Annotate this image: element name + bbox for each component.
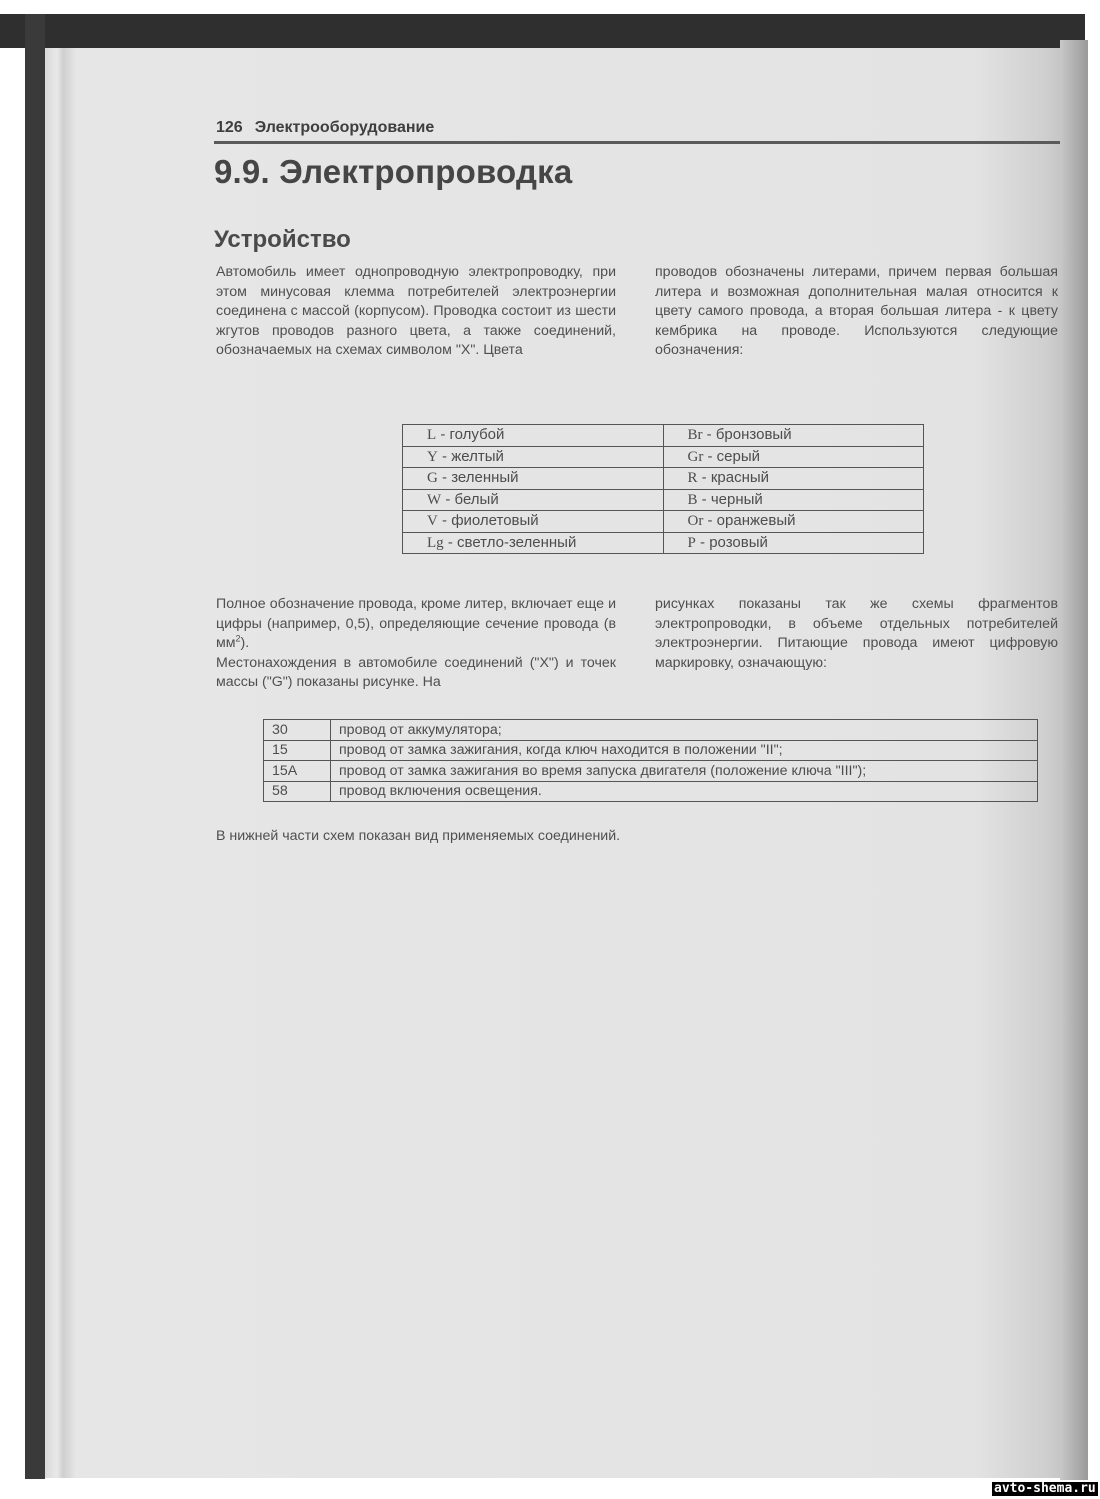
separator: - <box>436 426 450 444</box>
color-code-cell <box>663 446 924 468</box>
separator: - <box>703 447 717 465</box>
color-code-cell <box>663 511 924 533</box>
color-name: белый <box>454 490 499 508</box>
color-name: оранжевый <box>716 512 796 530</box>
separator: - <box>437 447 452 465</box>
color-letter-code: Lg <box>427 534 444 551</box>
running-head-title: Электрооборудование <box>254 119 435 136</box>
color-code-cell <box>403 532 664 554</box>
section-title: 9.9. Электропроводка <box>214 153 573 190</box>
separator: - <box>443 533 458 551</box>
color-code-row <box>403 489 924 511</box>
separator: - <box>703 512 717 530</box>
wire-code: 15A <box>264 761 331 782</box>
subsection-title: Устройство <box>214 226 351 253</box>
color-name: черный <box>710 490 763 508</box>
wire-marking-row <box>264 720 1038 741</box>
color-code-row <box>403 532 924 554</box>
page-number: 126 <box>216 119 243 136</box>
color-name: серый <box>716 447 761 465</box>
color-code-cell <box>663 425 924 447</box>
wire-code: 15 <box>264 740 331 761</box>
color-name: голубой <box>449 426 505 444</box>
color-code-cell <box>403 446 664 468</box>
color-letter-code: Or <box>687 513 704 530</box>
wire-designation-text-main: Полное обозначение провода, кроме литер, включает еще и цифры (например, 0,5), определяющие сечение провода (в мм <box>216 596 616 651</box>
color-letter-code: V <box>427 513 438 530</box>
wire-description: провод от замка зажигания во время запуска двигателя (положение ключа "III"); <box>331 761 1038 782</box>
separator: - <box>437 469 452 487</box>
locations-text: Местонахождения в автомобиле соединений ("X") и точек массы ("G") показаны рисунке. На <box>216 654 616 690</box>
separator: - <box>697 490 711 508</box>
color-letter-code: Br <box>687 427 703 444</box>
header-rule <box>214 141 1060 144</box>
color-code-row <box>403 425 924 447</box>
superscript: 2 <box>235 633 241 644</box>
color-letter-code: L <box>427 427 437 444</box>
color-code-cell <box>663 468 924 490</box>
color-name: красный <box>710 469 770 487</box>
color-letter-code: Gr <box>687 448 704 465</box>
watermark: avto-shema.ru <box>994 1481 1096 1496</box>
color-name: розовый <box>709 533 768 551</box>
color-name: желтый <box>451 447 504 465</box>
intro-right-text: проводов обозначены литерами, причем первая большая литера и возможная дополнительная малая относится к цвету самого провода, а вторая большая литера - к цвету кембрика на проводе. Используются следующие обозначения: <box>655 264 1058 358</box>
color-name: зеленный <box>451 469 519 487</box>
wire-code: 58 <box>264 781 331 802</box>
color-letter-code: W <box>427 491 442 508</box>
wire-marking-row <box>264 761 1038 782</box>
separator: - <box>695 533 710 551</box>
color-name: светло-зеленный <box>457 533 577 551</box>
color-letter-code: B <box>687 491 698 508</box>
color-code-cell <box>403 468 664 490</box>
wire-description: провод от замка зажигания, когда ключ находится в положении "II"; <box>331 740 1038 761</box>
color-code-row <box>403 511 924 533</box>
wire-marking-row <box>264 781 1038 802</box>
running-head <box>216 119 434 137</box>
color-letter-code: P <box>687 534 696 551</box>
middle-paragraph-right <box>655 595 1058 673</box>
wire-description: провод включения освещения. <box>331 781 1038 802</box>
color-code-cell <box>663 532 924 554</box>
closing-text: В нижней части схем показан вид применяемых соединений. <box>216 828 621 844</box>
intro-paragraph-right <box>655 263 1058 361</box>
color-code-row <box>403 446 924 468</box>
color-code-cell <box>403 425 664 447</box>
color-letter-code: G <box>427 470 438 487</box>
color-name: фиолетовый <box>451 512 539 530</box>
intro-paragraph-left <box>216 263 616 361</box>
color-name: бронзовый <box>715 426 792 444</box>
color-code-cell <box>403 489 664 511</box>
color-code-cell <box>663 489 924 511</box>
separator: - <box>697 469 711 487</box>
color-code-cell <box>403 511 664 533</box>
separator: - <box>702 426 716 444</box>
color-code-row <box>403 468 924 490</box>
wire-code: 30 <box>264 720 331 741</box>
intro-left-text: Автомобиль имеет однопроводную электропроводку, при этом минусовая клемма потребителей электроэнергии соединена с массой (корпусом). Проводка состоит из шести жгутов проводов разного цвета, а также соединений, обозначаемых на схемах символом "X". Цвета <box>216 264 616 358</box>
wire-marking-row <box>264 740 1038 761</box>
separator: - <box>437 512 452 530</box>
middle-right-text: рисунках показаны так же схемы фрагментов электропроводки, в объеме отдельных потребителей электроэнергии. Питающие провода имеют цифровую маркировку, означающую: <box>655 596 1058 671</box>
color-codes-table <box>402 424 924 554</box>
separator: - <box>441 490 455 508</box>
color-letter-code: R <box>687 470 698 487</box>
wire-markings-table <box>263 719 1038 802</box>
wire-designation-text-end: ). <box>240 635 250 651</box>
wire-designation-text <box>216 595 616 654</box>
middle-paragraph-left <box>216 595 616 693</box>
color-letter-code: Y <box>427 448 438 465</box>
wire-description: провод от аккумулятора; <box>331 720 1038 741</box>
